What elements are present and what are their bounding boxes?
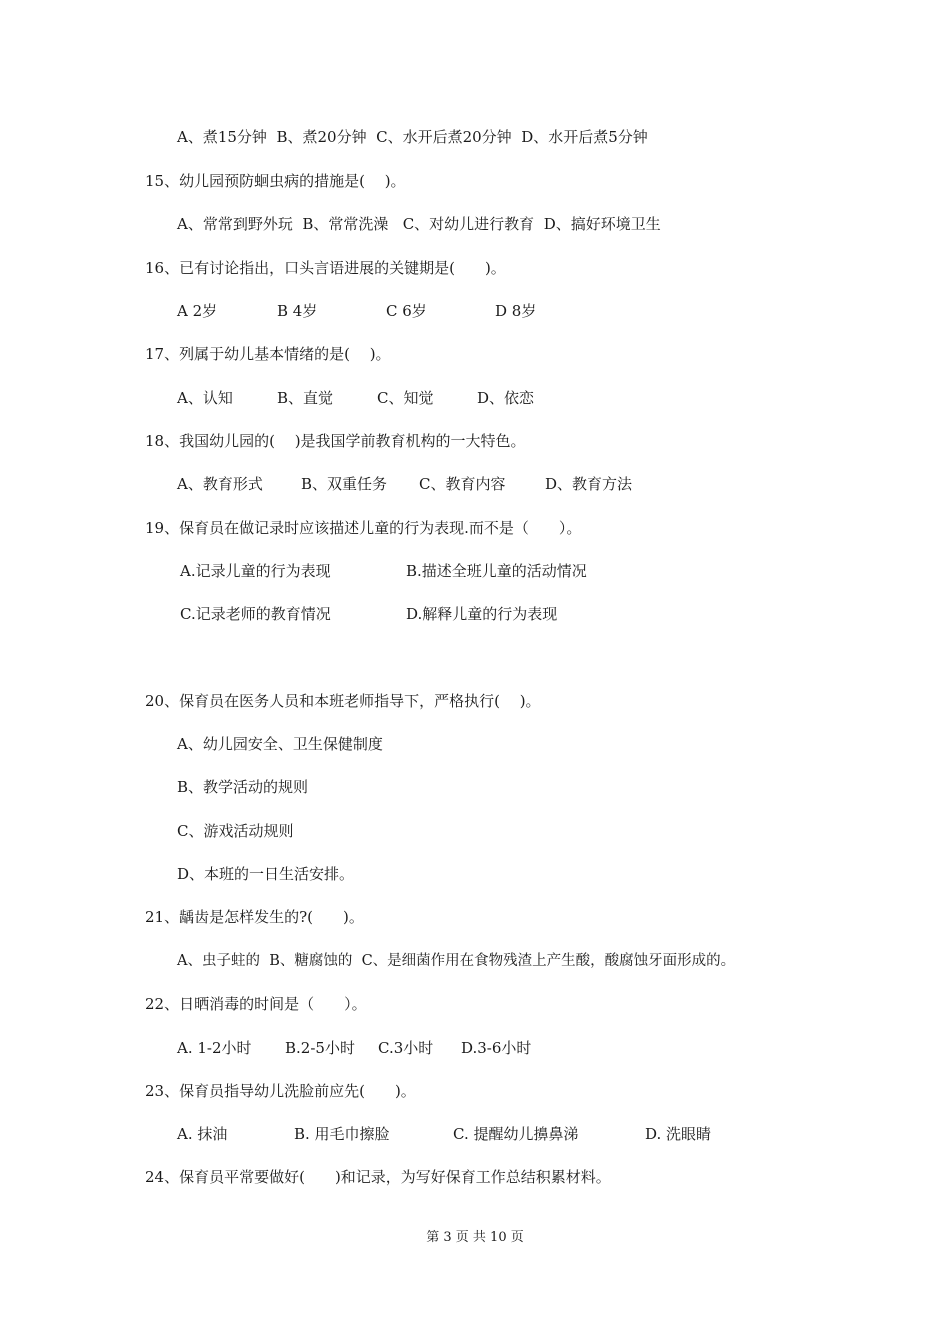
q20-stem: 20、保育员在医务人员和本班老师指导下，严格执行( )。 [145,692,541,710]
q15-options: A、常常到野外玩 B、常常洗澡 C、对幼儿进行教育 D、搞好环境卫生 [177,215,661,233]
q21-options: A、虫子蛀的 B、糖腐蚀的 C、是细菌作用在食物残渣上产生酸，酸腐蚀牙面形成的。 [177,953,736,969]
q19-option-d: D.解释儿童的行为表现 [406,605,558,623]
q20-option-b: B、教学活动的规则 [177,778,309,796]
q20-option-a: A、幼儿园安全、卫生保健制度 [177,735,383,753]
q23-option-a: A. 抹油 [177,1125,228,1143]
q18-option-c: C、教育内容 [419,475,506,493]
q22-option-a: A. 1-2小时 [177,1039,252,1057]
q19-options-row1 [180,561,780,581]
q23-option-d: D. 洗眼睛 [645,1125,712,1143]
q17-options [177,388,777,408]
q17-option-d: D、依恋 [477,389,535,407]
q22-option-b: B.2-5小时 [285,1039,355,1057]
q19-option-c: C.记录老师的教育情况 [180,605,331,623]
q16-stem: 16、已有讨论指出，口头言语进展的关键期是( )。 [145,259,506,277]
q17-stem: 17、列属于幼儿基本情绪的是( )。 [145,345,391,363]
q20-option-d: D、本班的一日生活安排。 [177,865,355,883]
q19-option-b: B.描述全班儿童的活动情况 [406,562,587,580]
q19-stem: 19、保育员在做记录时应该描述儿童的行为表现.而不是（ ）。 [145,519,582,537]
q16-option-a: A 2岁 [177,302,218,320]
q22-options [177,1038,777,1058]
q23-option-b: B. 用毛巾擦脸 [294,1125,390,1143]
q22-option-d: D.3-6小时 [461,1039,532,1057]
q18-option-a: A、教育形式 [177,475,263,493]
q19-options-row2 [180,604,780,624]
q22-stem: 22、日晒消毒的时间是（ ）。 [145,995,367,1013]
q19-option-a: A.记录儿童的行为表现 [180,562,331,580]
q16-option-d: D 8岁 [495,302,537,320]
q16-option-c: C 6岁 [386,302,427,320]
q20-option-c: C、游戏活动规则 [177,822,294,840]
q24-stem: 24、保育员平常要做好( )和记录，为写好保育工作总结积累材料。 [145,1168,611,1186]
q16-option-b: B 4岁 [277,302,318,320]
q18-options [177,474,777,494]
q23-option-c: C. 提醒幼儿擤鼻涕 [453,1125,579,1143]
q17-option-a: A、认知 [177,389,233,407]
q23-stem: 23、保育员指导幼儿洗脸前应先( )。 [145,1082,416,1100]
page-number: 第 3 页 共 10 页 [426,1230,524,1245]
q21-stem: 21、龋齿是怎样发生的?( )。 [145,908,364,926]
q17-option-b: B、直觉 [277,389,334,407]
q16-options [177,301,777,321]
q23-options [177,1124,777,1144]
q18-option-d: D、教育方法 [545,475,633,493]
q15-stem: 15、幼儿园预防蛔虫病的措施是( )。 [145,172,406,190]
q18-option-b: B、双重任务 [301,475,388,493]
q22-option-c: C.3小时 [378,1039,434,1057]
q18-stem: 18、我国幼儿园的( )是我国学前教育机构的一大特色。 [145,432,526,450]
q14-options: A、煮15分钟 B、煮20分钟 C、水开后煮20分钟 D、水开后煮5分钟 [177,128,648,146]
q17-option-c: C、知觉 [377,389,434,407]
